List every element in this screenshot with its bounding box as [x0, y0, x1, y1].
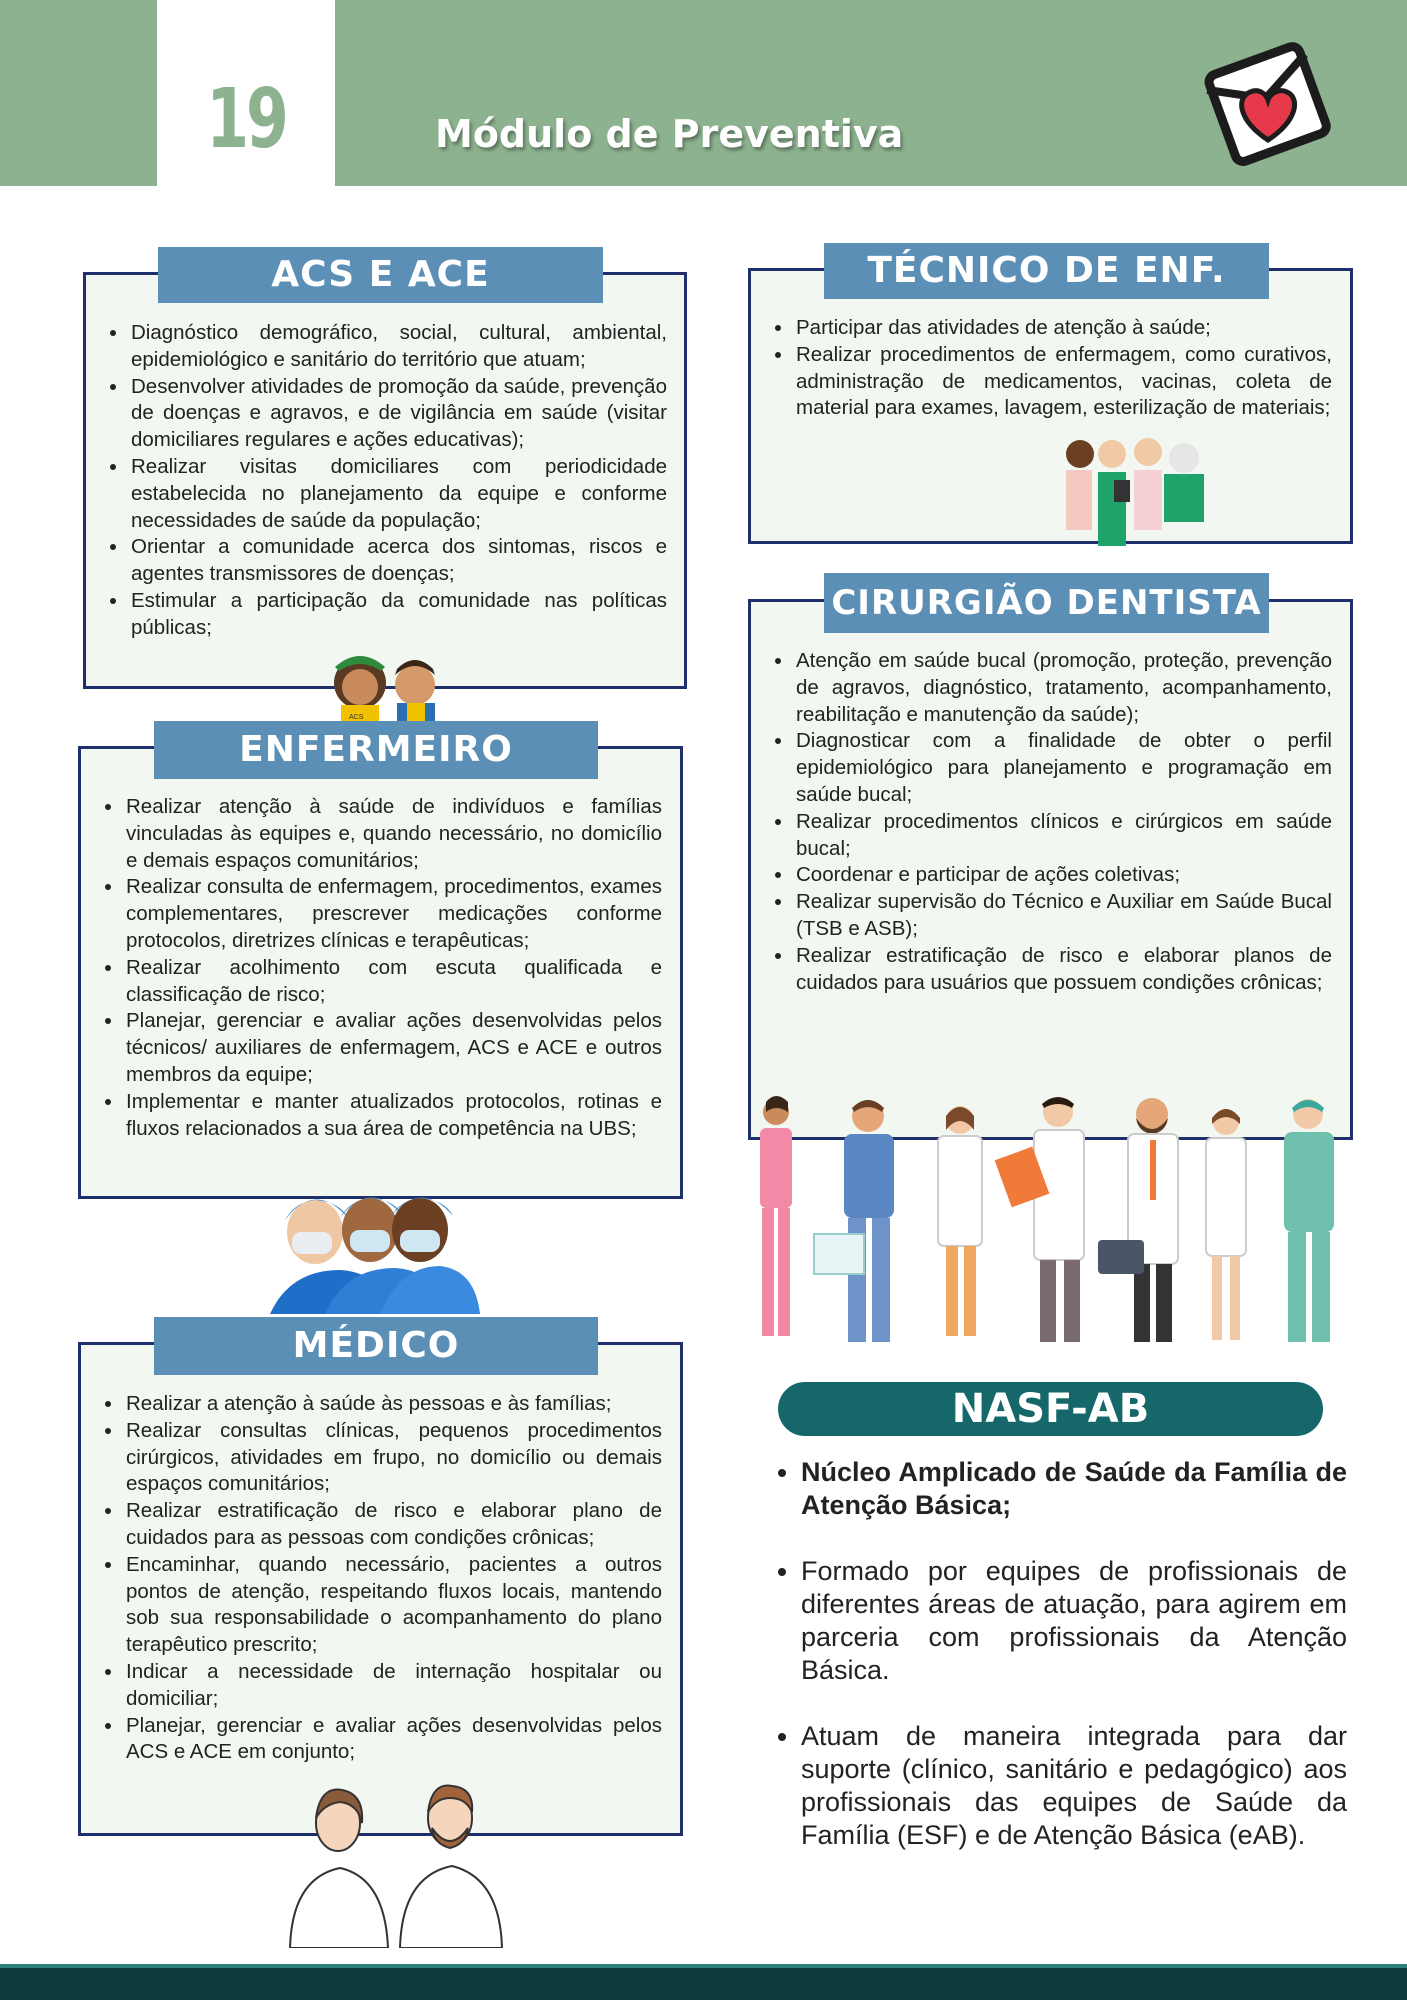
list-item: • Orientar a comunidade acerca dos sintomas, riscos e agentes transmissores de doenças;: [129, 534, 667, 588]
list-item: • Atenção em saúde bucal (promoção, proteção, prevenção de agravos, diagnóstico, tratamento, acompanhamento, reabilitação e manutenção da saúde);: [794, 648, 1332, 728]
list-item: • Realizar estratificação de risco e elaborar plano de cuidados para as pessoas com condições crônicas;: [124, 1498, 662, 1552]
acs-badge-text: ACS: [349, 714, 364, 721]
list-item: • Realizar estratificação de risco e elaborar planos de cuidados para usuários que possuem condições crônicas;: [794, 943, 1332, 997]
health-agents-illustration: [315, 645, 455, 723]
module-title: Módulo de Preventiva: [435, 112, 904, 156]
masked-nurses-illustration: [270, 1180, 480, 1314]
nursing-team-illustration: [1060, 430, 1210, 546]
list-item: • Realizar a atenção à saúde às pessoas e às famílias;: [124, 1391, 662, 1418]
list-item: • Estimular a participação da comunidade nas políticas públicas;: [129, 588, 667, 642]
medico-title: MÉDICO: [154, 1317, 598, 1375]
list-item: • Realizar atenção à saúde de indivíduos e famílias vinculadas às equipes e, quando necessário, no domicílio e demais espaços comunitários;: [124, 794, 662, 874]
list-item: • Diagnóstico demográfico, social, cultural, ambiental, epidemiológico e sanitário do território que atuam;: [129, 320, 667, 374]
list-item: • Realizar consultas clínicas, pequenos procedimentos cirúrgicos, atividades em frupo, no domicílio ou demais espaços comunitários;: [124, 1418, 662, 1498]
health-team-illustration: [742, 1090, 1354, 1350]
list-item: • Realizar acolhimento com escuta qualificada e classificação de risco;: [124, 955, 662, 1009]
dentista-list: [766, 648, 1332, 996]
list-item: • Realizar procedimentos de enfermagem, como curativos, administração de medicamentos, vacinas, coleta de material para exames, lavagem, esterilização de materiais;: [794, 342, 1332, 422]
list-item: • Implementar e manter atualizados protocolos, rotinas e fluxos relacionados a sua área de competência na UBS;: [124, 1089, 662, 1143]
list-item: • Realizar supervisão do Técnico e Auxiliar em Saúde Bucal (TSB e ASB);: [794, 889, 1332, 943]
list-item: • Formado por equipes de profissionais de diferentes áreas de atuação, para agirem em parceria com profissionais da Atenção Básica.: [801, 1555, 1347, 1687]
list-item: • Diagnosticar com a finalidade de obter o perfil epidemiológico para planejamento e programação em saúde bucal;: [794, 728, 1332, 808]
nasf-title: NASF-AB: [778, 1382, 1323, 1436]
list-item: • Indicar a necessidade de internação hospitalar ou domiciliar;: [124, 1659, 662, 1713]
tecnico-title: TÉCNICO DE ENF.: [824, 243, 1269, 299]
enfermeiro-title: ENFERMEIRO: [154, 721, 598, 779]
heart-envelope-icon: [1198, 40, 1338, 170]
acs-ace-title: ACS E ACE: [158, 247, 603, 303]
list-item: • Núcleo Amplicado de Saúde da Família de Atenção Básica;: [801, 1456, 1347, 1522]
tecnico-list: [766, 315, 1332, 422]
list-item: • Coordenar e participar de ações coletivas;: [794, 862, 1332, 889]
list-item: • Participar das atividades de atenção à saúde;: [794, 315, 1332, 342]
dentista-title: CIRURGIÃO DENTISTA: [824, 573, 1269, 633]
list-item: • Desenvolver atividades de promoção da saúde, prevenção de doenças e agravos, e de vigilância em saúde (visitar domiciliares regulares e ações educativas);: [129, 374, 667, 454]
nasf-list: [775, 1456, 1347, 1885]
enfermeiro-list: [96, 794, 662, 1142]
list-item: • Atuam de maneira integrada para dar suporte (clínico, sanitário e pedagógico) aos profissionais das equipes de Saúde da Família (ESF) e de Atenção Básica (eAB).: [801, 1720, 1347, 1852]
acs-ace-list: [101, 320, 667, 642]
list-item: • Realizar visitas domiciliares com periodicidade estabelecida no planejamento da equipe e conforme necessidades de saúde da população;: [129, 454, 667, 534]
list-item: • Realizar procedimentos clínicos e cirúrgicos em saúde bucal;: [794, 809, 1332, 863]
list-item: • Realizar consulta de enfermagem, procedimentos, exames complementares, prescrever medicações conforme protocolos, diretrizes clínicas e terapêuticas;: [124, 874, 662, 954]
list-item: • Encaminhar, quando necessário, pacientes a outros pontos de atenção, respeitando fluxos locais, mantendo sob sua responsabilidade o acompanhamento do plano terapêutico prescrito;: [124, 1552, 662, 1659]
medico-list: [96, 1391, 662, 1766]
list-item: • Planejar, gerenciar e avaliar ações desenvolvidas pelos ACS e ACE em conjunto;: [124, 1713, 662, 1767]
footer-band: [0, 1964, 1407, 2000]
list-item: • Planejar, gerenciar e avaliar ações desenvolvidas pelos técnicos/ auxiliares de enfermagem, ACS e ACE e outros membros da equipe;: [124, 1008, 662, 1088]
doctors-illustration: [280, 1768, 510, 1948]
page-number: 19: [206, 72, 286, 167]
